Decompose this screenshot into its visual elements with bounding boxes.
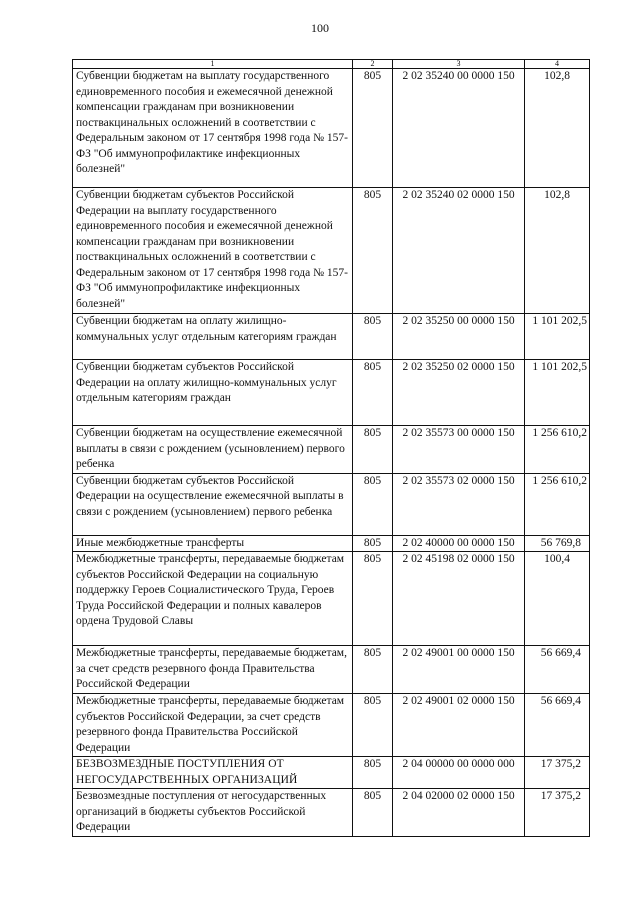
row-admin-code: 805	[353, 360, 393, 426]
row-name: Межбюджетные трансферты, передаваемые бюджетам субъектов Российской Федерации на социальную поддержку Героев Социалистического Труда, Героев Труда Российской Федерации и полных кавалеров ордена Трудовой Славы	[73, 552, 353, 646]
row-admin-code: 805	[353, 188, 393, 314]
row-name: Иные межбюджетные трансферты	[73, 535, 353, 552]
row-budget-code: 2 02 45198 02 0000 150	[393, 552, 525, 646]
column-header: 2	[353, 60, 393, 69]
row-admin-code: 805	[353, 426, 393, 474]
row-budget-code: 2 04 02000 02 0000 150	[393, 789, 525, 837]
row-budget-code: 2 02 35573 02 0000 150	[393, 473, 525, 535]
row-admin-code: 805	[353, 757, 393, 789]
row-admin-code: 805	[353, 789, 393, 837]
table-row	[73, 473, 590, 535]
row-name: Межбюджетные трансферты, передаваемые бюджетам субъектов Российской Федерации, за счет средств резервного фонда Правительства Российской Федерации	[73, 694, 353, 757]
table-header-row	[73, 60, 590, 69]
table-row	[73, 757, 590, 789]
row-amount: 1 101 202,5	[525, 360, 590, 426]
row-amount: 1 256 610,2	[525, 426, 590, 474]
table-row	[73, 69, 590, 188]
budget-table	[72, 59, 590, 837]
row-admin-code: 805	[353, 314, 393, 360]
row-budget-code: 2 02 35250 00 0000 150	[393, 314, 525, 360]
row-amount: 17 375,2	[525, 789, 590, 837]
row-name: Субвенции бюджетам субъектов Российской Федерации на оплату жилищно-коммунальных услуг отдельным категориям граждан	[73, 360, 353, 426]
column-header: 1	[73, 60, 353, 69]
row-name: Субвенции бюджетам на оплату жилищно-коммунальных услуг отдельным категориям граждан	[73, 314, 353, 360]
row-amount: 102,8	[525, 69, 590, 188]
row-admin-code: 805	[353, 552, 393, 646]
row-budget-code: 2 04 00000 00 0000 000	[393, 757, 525, 789]
row-budget-code: 2 02 40000 00 0000 150	[393, 535, 525, 552]
row-amount: 1 101 202,5	[525, 314, 590, 360]
row-name: Межбюджетные трансферты, передаваемые бюджетам, за счет средств резервного фонда Правительства Российской Федерации	[73, 646, 353, 694]
page-number: 100	[311, 21, 329, 35]
row-amount: 100,4	[525, 552, 590, 646]
table-row	[73, 552, 590, 646]
row-amount: 1 256 610,2	[525, 473, 590, 535]
row-admin-code: 805	[353, 694, 393, 757]
table-row	[73, 360, 590, 426]
row-name: БЕЗВОЗМЕЗДНЫЕ ПОСТУПЛЕНИЯ ОТ НЕГОСУДАРСТВЕННЫХ ОРГАНИЗАЦИЙ	[73, 757, 353, 789]
table-row	[73, 646, 590, 694]
table-row	[73, 535, 590, 552]
row-budget-code: 2 02 49001 02 0000 150	[393, 694, 525, 757]
row-budget-code: 2 02 49001 00 0000 150	[393, 646, 525, 694]
row-name: Безвозмездные поступления от негосударственных организаций в бюджеты субъектов Российской Федерации	[73, 789, 353, 837]
column-header: 3	[393, 60, 525, 69]
row-budget-code: 2 02 35573 00 0000 150	[393, 426, 525, 474]
table-row	[73, 314, 590, 360]
row-name: Субвенции бюджетам на осуществление ежемесячной выплаты в связи с рождением (усыновлением) первого ребенка	[73, 426, 353, 474]
row-name: Субвенции бюджетам субъектов Российской Федерации на выплату государственного единовременного пособия и ежемесячной денежной компенсации гражданам при возникновении поствакцинальных осложнений в соответствии с Федеральным законом от 17 сентября 1998 года № 157-ФЗ "Об иммунопрофилактике инфекционных болезней"	[73, 188, 353, 314]
row-budget-code: 2 02 35240 02 0000 150	[393, 188, 525, 314]
row-admin-code: 805	[353, 646, 393, 694]
row-amount: 56 669,4	[525, 694, 590, 757]
table-row	[73, 789, 590, 837]
row-amount: 56 769,8	[525, 535, 590, 552]
row-budget-code: 2 02 35250 02 0000 150	[393, 360, 525, 426]
row-name: Субвенции бюджетам субъектов Российской Федерации на осуществление ежемесячной выплаты в связи с рождением (усыновлением) первого ребенка	[73, 473, 353, 535]
row-admin-code: 805	[353, 69, 393, 188]
table-row	[73, 426, 590, 474]
row-budget-code: 2 02 35240 00 0000 150	[393, 69, 525, 188]
table-row	[73, 694, 590, 757]
column-header: 4	[525, 60, 590, 69]
row-amount: 17 375,2	[525, 757, 590, 789]
row-admin-code: 805	[353, 473, 393, 535]
row-admin-code: 805	[353, 535, 393, 552]
row-name: Субвенции бюджетам на выплату государственного единовременного пособия и ежемесячной денежной компенсации гражданам при возникновении поствакцинальных осложнений в соответствии с Федеральным законом от 17 сентября 1998 года № 157-ФЗ "Об иммунопрофилактике инфекционных болезней"	[73, 69, 353, 188]
row-amount: 56 669,4	[525, 646, 590, 694]
table-row	[73, 188, 590, 314]
row-amount: 102,8	[525, 188, 590, 314]
